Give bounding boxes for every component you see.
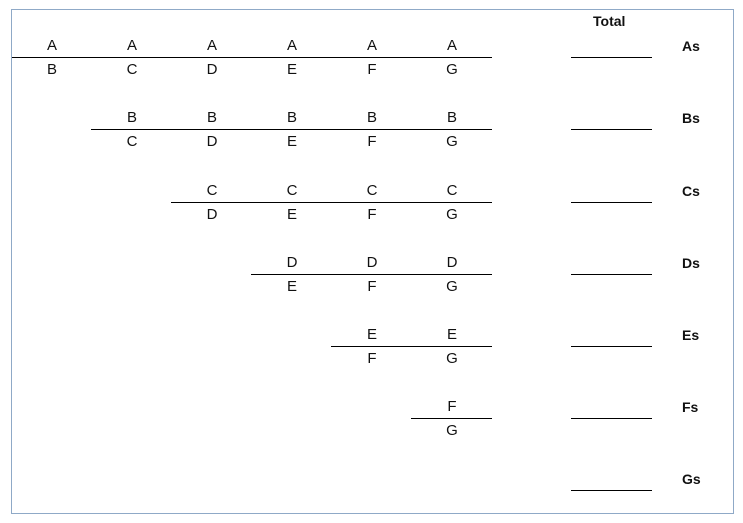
denominator-cell: E [286,61,297,78]
denominator-cell: F [367,133,377,150]
numerator-cell: B [446,109,457,126]
denominator-cell: F [367,278,377,295]
denominator-cell: G [446,350,458,367]
denominator-cell: G [446,206,458,223]
fraction-divider-line [171,202,492,203]
total-blank-line [571,129,652,130]
row-label: Gs [682,471,701,487]
denominator-cell: G [446,61,458,78]
numerator-cell: D [446,254,458,271]
numerator-cell: C [446,182,458,199]
numerator-cell: B [206,109,217,126]
numerator-cell: B [366,109,377,126]
denominator-cell: C [126,133,138,150]
total-blank-line [571,274,652,275]
row-label: As [682,38,700,54]
row-label: Es [682,327,700,343]
total-blank-line [571,346,652,347]
numerator-cell: A [366,37,377,54]
total-blank-line [571,418,652,419]
numerator-cell: D [366,254,378,271]
denominator-cell: E [286,133,297,150]
numerator-cell: E [366,326,377,343]
fraction-divider-line [12,57,492,58]
total-blank-line [571,202,652,203]
denominator-cell: D [206,133,218,150]
denominator-cell: G [446,133,458,150]
denominator-cell: F [367,61,377,78]
denominator-cell: D [206,206,218,223]
total-column-heading: Total [593,13,626,29]
numerator-cell: B [286,109,297,126]
denominator-cell: F [367,206,377,223]
numerator-cell: A [126,37,137,54]
denominator-cell: F [367,350,377,367]
row-label: Fs [682,399,699,415]
numerator-cell: F [447,398,457,415]
numerator-cell: A [446,37,457,54]
numerator-cell: C [366,182,378,199]
numerator-cell: A [286,37,297,54]
row-label: Bs [682,110,700,126]
numerator-cell: C [286,182,298,199]
fraction-divider-line [91,129,492,130]
fraction-divider-line [411,418,492,419]
numerator-cell: D [286,254,298,271]
denominator-cell: G [446,278,458,295]
row-label: Ds [682,255,700,271]
numerator-cell: A [46,37,57,54]
total-blank-line [571,57,652,58]
denominator-cell: G [446,422,458,439]
denominator-cell: D [206,61,218,78]
denominator-cell: E [286,206,297,223]
total-blank-line [571,490,652,491]
denominator-cell: B [46,61,57,78]
denominator-cell: E [286,278,297,295]
row-label: Cs [682,183,700,199]
fraction-divider-line [331,346,492,347]
fraction-divider-line [251,274,492,275]
numerator-cell: A [206,37,217,54]
numerator-cell: E [446,326,457,343]
numerator-cell: C [206,182,218,199]
denominator-cell: C [126,61,138,78]
numerator-cell: B [126,109,137,126]
